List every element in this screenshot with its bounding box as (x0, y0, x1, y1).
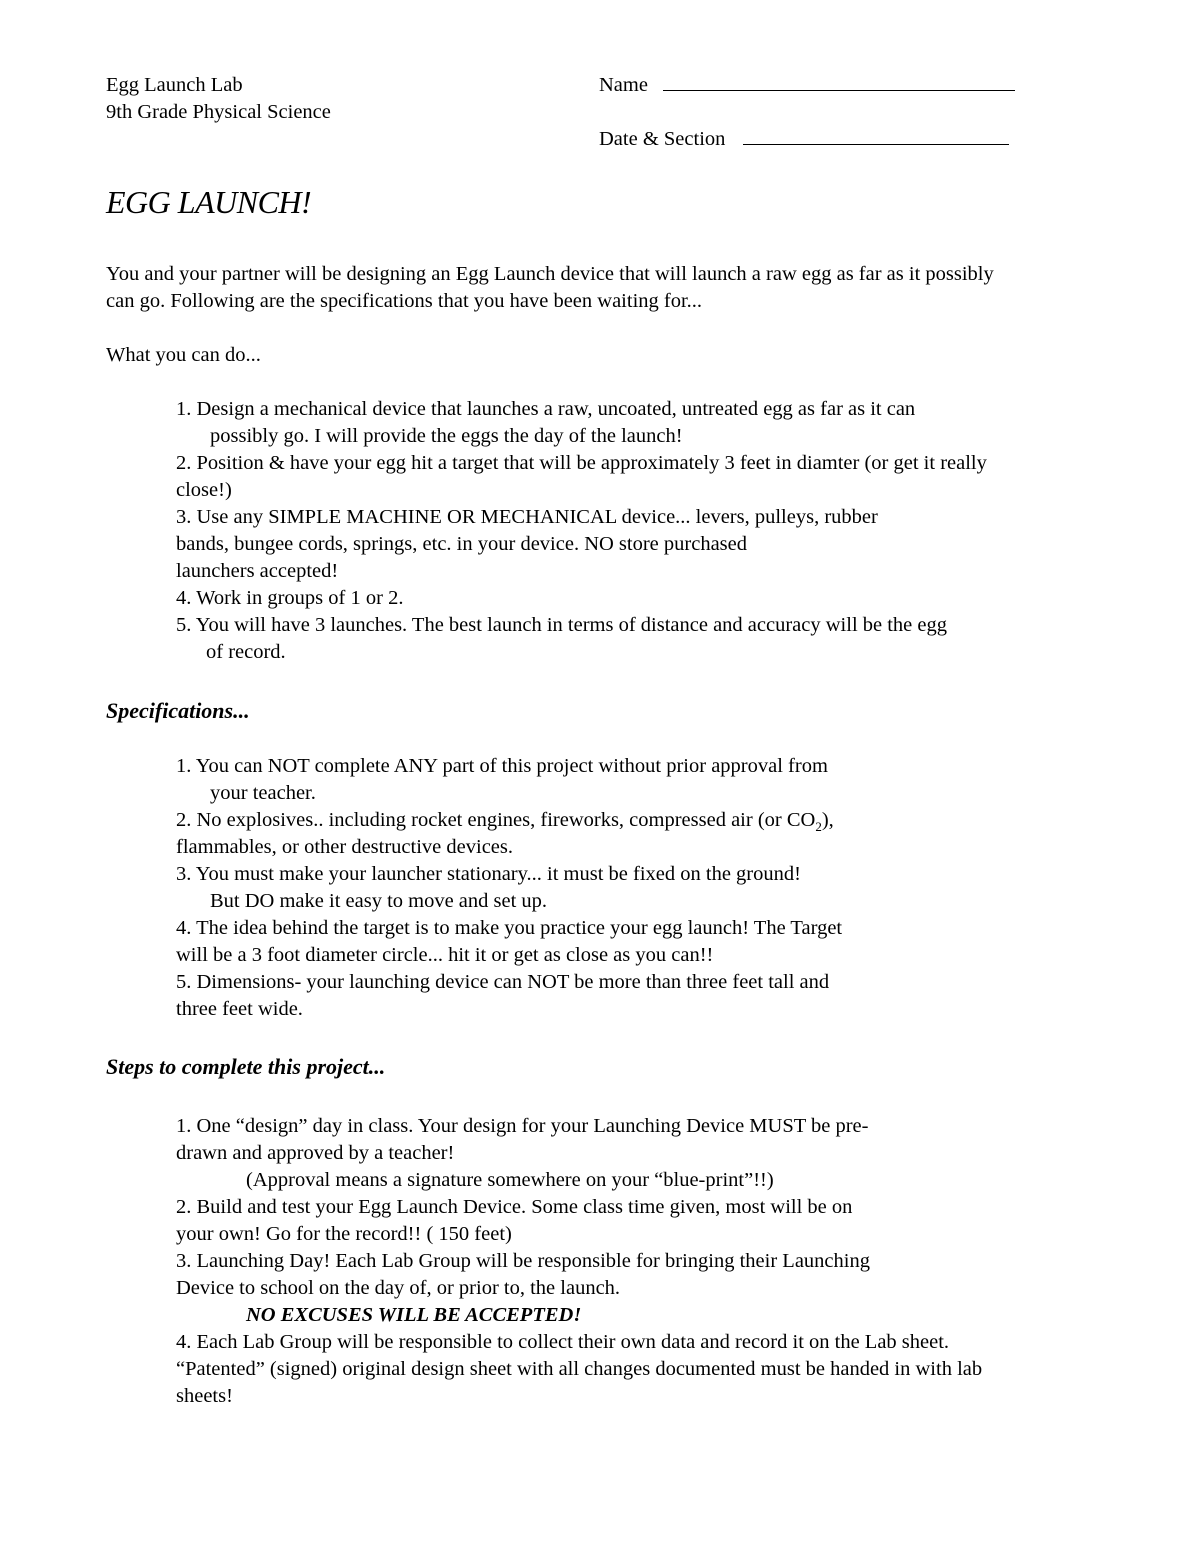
name-input-line[interactable] (663, 73, 1015, 91)
list-item: 5. Dimensions- your launching device can NOT be more than three feet tall and (176, 971, 830, 993)
list-item: 4. Work in groups of 1 or 2. (176, 587, 404, 609)
list-item: “Patented” (signed) original design sheet with all changes documented must be handed in with lab (176, 1358, 983, 1380)
intro-line-1: You and your partner will be designing an Egg Launch device that will launch a raw egg as far as it possibly (106, 263, 994, 285)
steps-heading: Steps to complete this project... (106, 1054, 386, 1079)
list-item: flammables, or other destructive devices. (176, 836, 513, 858)
course-subtitle: 9th Grade Physical Science (106, 101, 331, 123)
list-item: 4. The idea behind the target is to make you practice your egg launch! The Target (176, 917, 843, 939)
list-item: your own! Go for the record!! ( 150 feet) (176, 1223, 512, 1245)
list-item: close!) (176, 479, 232, 501)
list-item: 3. Launching Day! Each Lab Group will be responsible for bringing their Launching (176, 1250, 870, 1272)
list-item: 2. Build and test your Egg Launch Device. Some class time given, most will be on (176, 1196, 853, 1218)
list-item: 1. Design a mechanical device that launches a raw, uncoated, untreated egg as far as it can (176, 398, 916, 420)
list-item: (Approval means a signature somewhere on your “blue-print”!!) (246, 1169, 774, 1191)
list-item: launchers accepted! (176, 560, 339, 582)
list-item: 3. Use any SIMPLE MACHINE OR MECHANICAL device... levers, pulleys, rubber (176, 506, 878, 528)
list-item: your teacher. (210, 782, 316, 804)
list-item: 3. You must make your launcher stationary... it must be fixed on the ground! (176, 863, 801, 885)
list-item: 5. You will have 3 launches. The best launch in terms of distance and accuracy will be the egg (176, 614, 948, 636)
list-item: drawn and approved by a teacher! (176, 1142, 455, 1164)
what-you-can-do-heading: What you can do... (106, 344, 261, 366)
list-item: But DO make it easy to move and set up. (210, 890, 548, 912)
spec-2-text: 2. No explosives.. including rocket engines, fireworks, compressed air (or CO (176, 809, 816, 831)
no-excuses-notice: NO EXCUSES WILL BE ACCEPTED! (246, 1304, 582, 1326)
list-item: 4. Each Lab Group will be responsible to collect their own data and record it on the Lab sheet. (176, 1331, 950, 1353)
spec-2-close: ), (821, 809, 834, 831)
list-item: possibly go. I will provide the eggs the day of the launch! (210, 425, 683, 447)
list-item: will be a 3 foot diameter circle... hit it or get as close as you can!! (176, 944, 714, 966)
list-item: 1. You can NOT complete ANY part of this project without prior approval from (176, 755, 828, 777)
date-section-label: Date & Section (599, 128, 726, 150)
list-item (176, 807, 834, 834)
list-item: 1. One “design” day in class. Your design for your Launching Device MUST be pre- (176, 1115, 869, 1137)
page-title: EGG LAUNCH! (106, 184, 312, 220)
list-item: bands, bungee cords, springs, etc. in your device. NO store purchased (176, 533, 747, 555)
list-item: of record. (206, 641, 286, 663)
list-item: Device to school on the day of, or prior to, the launch. (176, 1277, 621, 1299)
list-item: 2. Position & have your egg hit a target that will be approximately 3 feet in diamter (or get it really (176, 452, 987, 474)
list-item: three feet wide. (176, 998, 303, 1020)
list-item: sheets! (176, 1385, 233, 1407)
co2-subscript: 2 (815, 819, 822, 835)
date-section-input-line[interactable] (743, 127, 1009, 145)
intro-line-2: can go. Following are the specifications that you have been waiting for... (106, 290, 703, 312)
name-field-row (599, 72, 1015, 99)
course-title: Egg Launch Lab (106, 74, 243, 96)
date-section-field-row (599, 126, 1009, 153)
specifications-heading: Specifications... (106, 698, 250, 723)
name-label: Name (599, 74, 648, 96)
